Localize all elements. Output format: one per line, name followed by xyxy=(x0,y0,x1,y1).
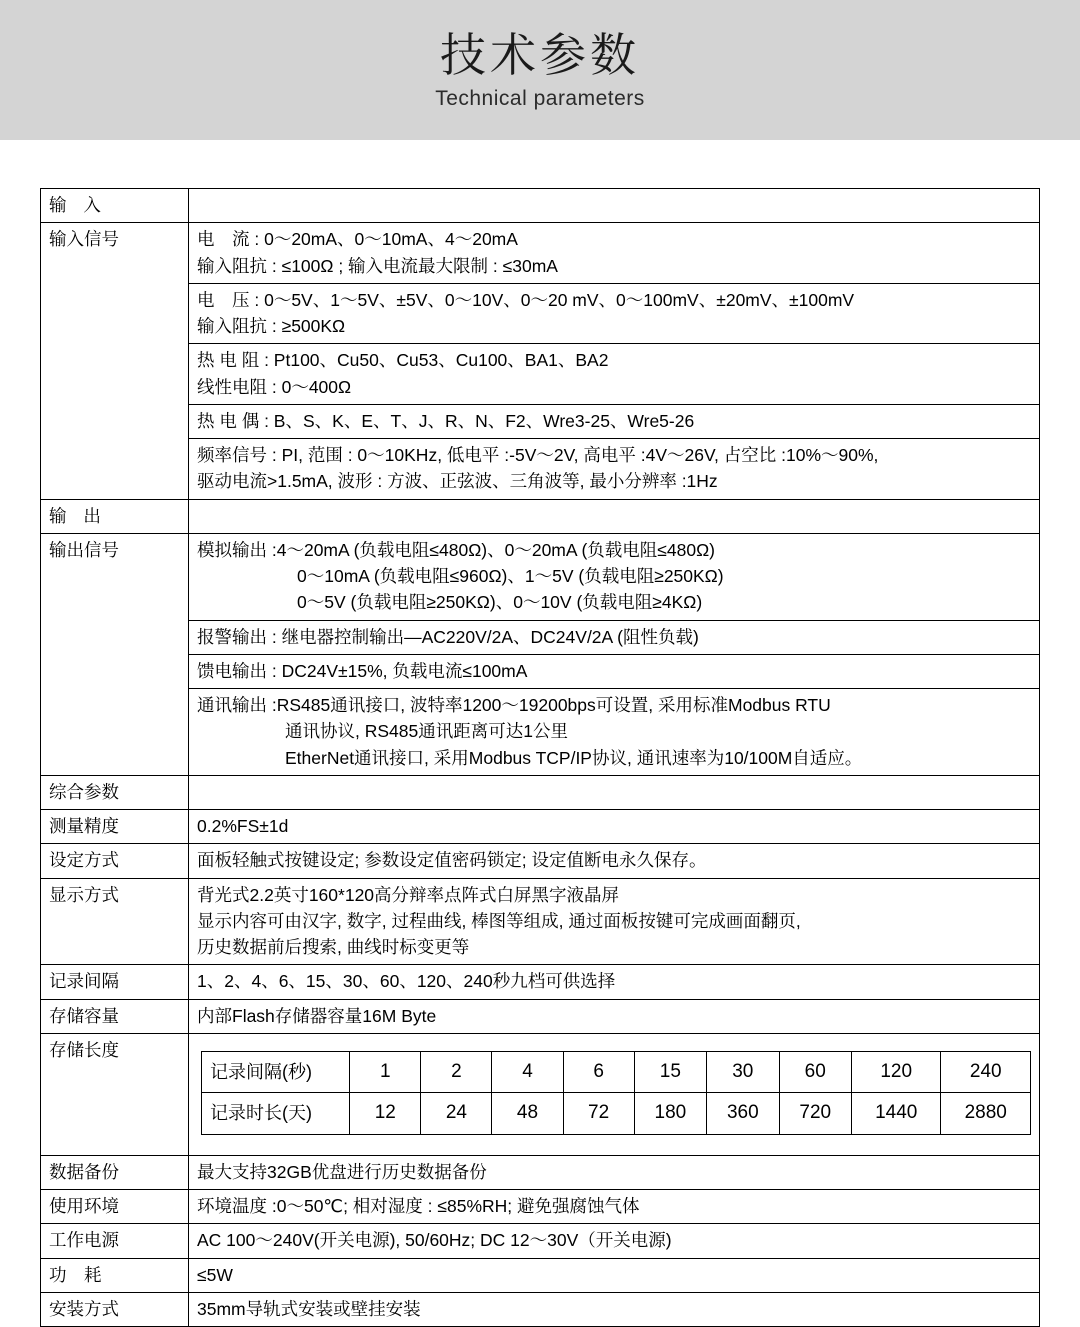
page-title: 技术参数 xyxy=(440,28,640,81)
row-label-mounting: 安装方式 xyxy=(41,1292,189,1326)
table-row xyxy=(41,533,1040,620)
table-row xyxy=(41,439,1040,500)
table-row xyxy=(41,1190,1040,1224)
text-line: 历史数据前后搜索, 曲线时标变更等 xyxy=(197,937,470,957)
cell-interval: 1、2、4、6、15、30、60、120、240秒九档可供选择 xyxy=(189,965,1040,999)
text-line: 背光式2.2英寸160*120高分辩率点阵式白屏黑字液晶屏 xyxy=(197,884,620,905)
storage-row-intervals xyxy=(202,1051,1031,1093)
row-label-display-text: 显示方式 xyxy=(49,884,119,905)
section-input: 输 入 xyxy=(41,189,189,223)
text-line: 显示内容可由汉字, 数字, 过程曲线, 棒图等组成, 通过面板按键可完成画面翻页, xyxy=(197,910,801,931)
table-row xyxy=(41,775,1040,809)
cell-feed-output xyxy=(189,654,1040,688)
table-row xyxy=(41,344,1040,405)
cell-alarm-output xyxy=(189,620,1040,654)
text-line: 输入阻抗 : ≥500KΩ xyxy=(197,316,346,336)
text-line: 报警输出 : 继电器控制输出—AC220V/2A、DC24V/2A (阻性负载) xyxy=(197,626,699,647)
table-row xyxy=(41,810,1040,844)
spec-sheet xyxy=(0,140,1080,1327)
text-line: 驱动电流>1.5mA, 波形 : 方波、正弦波、三角波等, 最小分辨率 :1Hz xyxy=(197,471,718,492)
section-general-spacer xyxy=(189,775,1040,809)
table-row xyxy=(41,999,1040,1033)
cell-comm-output xyxy=(189,689,1040,776)
cell-environment: 环境温度 :0～50℃; 相对湿度 : ≤85%RH; 避免强腐蚀气体 xyxy=(189,1190,1040,1224)
table-row xyxy=(41,878,1040,965)
storage-cell: 60 xyxy=(779,1051,851,1093)
cell-analog-output xyxy=(189,533,1040,620)
cell-display xyxy=(189,878,1040,965)
cell-setting: 面板轻触式按键设定; 参数设定值密码锁定; 设定值断电永久保存。 xyxy=(189,844,1040,878)
cell-frequency xyxy=(189,439,1040,500)
cell-consumption: ≤5W xyxy=(189,1258,1040,1292)
table-row xyxy=(41,844,1040,878)
table-row xyxy=(41,689,1040,776)
text-line: 电 压 : 0～5V、1～5V、±5V、0～10V、0～20 mV、0～100mV、±20mV、±100mV xyxy=(197,289,855,310)
text-line: EtherNet通讯接口, 采用Modbus TCP/IP协议, 通讯速率为10/100M自适应。 xyxy=(285,747,863,768)
storage-row-header: 记录间隔(秒) xyxy=(202,1051,350,1093)
storage-table-wrap xyxy=(197,1037,1031,1151)
text-line: 输入阻抗 : ≤100Ω ; 输入电流最大限制 : ≤30mA xyxy=(197,255,558,276)
row-label-environment: 使用环境 xyxy=(41,1190,189,1224)
cell-current xyxy=(189,223,1040,284)
storage-cell: 1440 xyxy=(851,1093,941,1135)
section-general: 综合参数 xyxy=(41,775,189,809)
text-line: 0～5V (负载电阻≥250KΩ)、0～10V (负载电阻≥4KΩ) xyxy=(297,592,703,613)
row-label-display xyxy=(41,878,189,965)
storage-cell: 1 xyxy=(350,1051,421,1093)
storage-cell: 30 xyxy=(707,1051,779,1093)
page-header xyxy=(0,0,1080,140)
cell-storage-length xyxy=(189,1033,1040,1155)
table-row xyxy=(41,1258,1040,1292)
storage-row-header: 记录时长(天) xyxy=(202,1093,350,1135)
storage-cell: 240 xyxy=(941,1051,1031,1093)
cell-capacity: 内部Flash存储器容量16M Byte xyxy=(189,999,1040,1033)
row-label-output-signal: 输出信号 xyxy=(41,533,189,775)
cell-rtd xyxy=(189,344,1040,405)
row-label-setting: 设定方式 xyxy=(41,844,189,878)
storage-cell: 2880 xyxy=(941,1093,1031,1135)
storage-cell: 12 xyxy=(350,1093,421,1135)
row-label-storage-length: 存储长度 xyxy=(41,1033,189,1155)
table-row xyxy=(41,1292,1040,1326)
section-input-spacer xyxy=(189,189,1040,223)
storage-cell: 72 xyxy=(563,1093,634,1135)
table-row xyxy=(41,283,1040,344)
cell-power: AC 100～240V(开关电源), 50/60Hz; DC 12～30V（开关电源) xyxy=(189,1224,1040,1258)
storage-cell: 120 xyxy=(851,1051,941,1093)
storage-cell: 4 xyxy=(492,1051,563,1093)
text-line: 通讯输出 :RS485通讯接口, 波特率1200～19200bps可设置, 采用标准Modbus RTU xyxy=(197,695,831,715)
table-row xyxy=(41,654,1040,688)
cell-thermocouple xyxy=(189,404,1040,438)
section-output-spacer xyxy=(189,499,1040,533)
row-label-power: 工作电源 xyxy=(41,1224,189,1258)
table-row xyxy=(41,965,1040,999)
storage-cell: 48 xyxy=(492,1093,563,1135)
row-label-backup: 数据备份 xyxy=(41,1155,189,1189)
storage-cell: 180 xyxy=(634,1093,706,1135)
cell-mounting: 35mm导轨式安装或壁挂安装 xyxy=(189,1292,1040,1326)
storage-row-durations xyxy=(202,1093,1031,1135)
storage-cell: 24 xyxy=(421,1093,492,1135)
storage-cell: 360 xyxy=(707,1093,779,1135)
section-output: 输 出 xyxy=(41,499,189,533)
cell-backup: 最大支持32GB优盘进行历史数据备份 xyxy=(189,1155,1040,1189)
table-row xyxy=(41,620,1040,654)
table-row xyxy=(41,499,1040,533)
table-row xyxy=(41,1224,1040,1258)
text-line: 线性电阻 : 0～400Ω xyxy=(197,376,352,397)
cell-accuracy: 0.2%FS±1d xyxy=(189,810,1040,844)
row-label-accuracy: 测量精度 xyxy=(41,810,189,844)
storage-cell: 6 xyxy=(563,1051,634,1093)
table-row xyxy=(41,223,1040,284)
text-line: 通讯协议, RS485通讯距离可达1公里 xyxy=(285,721,568,742)
text-line: 馈电输出 : DC24V±15%, 负载电流≤100mA xyxy=(197,660,528,681)
cell-voltage xyxy=(189,283,1040,344)
row-label-consumption: 功 耗 xyxy=(41,1258,189,1292)
storage-cell: 15 xyxy=(634,1051,706,1093)
text-line: 电 流 : 0～20mA、0～10mA、4～20mA xyxy=(197,229,518,250)
row-label-input-signal: 输入信号 xyxy=(41,223,189,499)
text-line: 频率信号 : PI, 范围 : 0～10KHz, 低电平 :-5V～2V, 高电平 :4V～26V, 占空比 :10%～90%, xyxy=(197,445,879,465)
page-subtitle: Technical parameters xyxy=(435,87,645,111)
text-line: 模拟输出 :4～20mA (负载电阻≤480Ω)、0～20mA (负载电阻≤480Ω) xyxy=(197,539,715,560)
row-label-interval: 记录间隔 xyxy=(41,965,189,999)
spec-table xyxy=(40,188,1040,1327)
table-row xyxy=(41,1155,1040,1189)
row-label-capacity: 存储容量 xyxy=(41,999,189,1033)
storage-cell: 2 xyxy=(421,1051,492,1093)
text-line: 热 电 偶 : B、S、K、E、T、J、R、N、F2、Wre3-25、Wre5-26 xyxy=(197,410,695,431)
table-row xyxy=(41,404,1040,438)
table-row xyxy=(41,1033,1040,1155)
table-row xyxy=(41,189,1040,223)
storage-length-table xyxy=(201,1051,1031,1135)
text-line: 热 电 阻 : Pt100、Cu50、Cu53、Cu100、BA1、BA2 xyxy=(197,350,609,371)
storage-cell: 720 xyxy=(779,1093,851,1135)
text-line: 0～10mA (负载电阻≤960Ω)、1～5V (负载电阻≥250KΩ) xyxy=(297,566,724,586)
